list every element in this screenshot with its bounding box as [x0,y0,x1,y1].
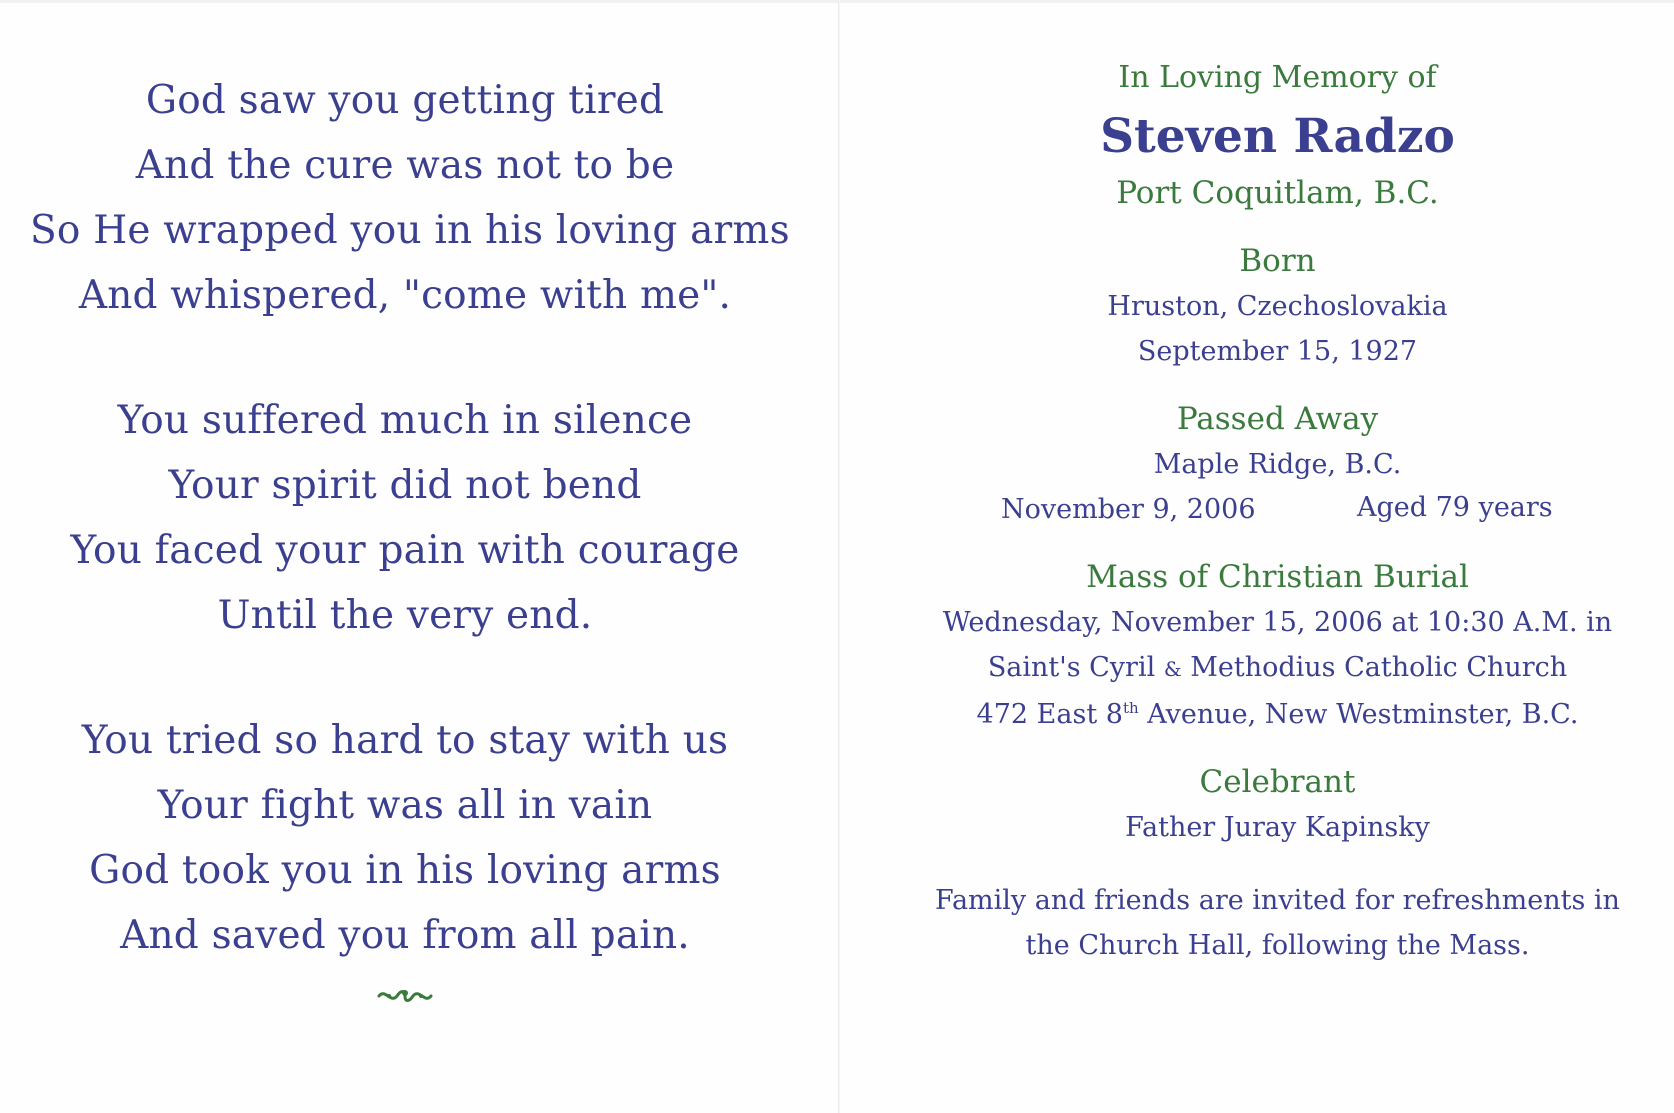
poem-line: God took you in his loving arms [89,848,721,893]
mass-datetime: Wednesday, November 15, 2006 at 10:30 A.M. in [942,607,1613,638]
address-part2: Avenue, New Westminster, B.C. [1138,699,1579,730]
flourish-ornament-icon [375,984,435,1008]
celebrant-name: Father Juray Kapinsky [1125,812,1430,843]
poem-line: Your fight was all in vain [157,783,653,828]
poem-line: And the cure was not to be [135,143,675,188]
poem-line: So He wrapped you in his loving arms [30,208,790,253]
poem-line: And saved you from all pain. [120,913,690,958]
poem-line: And whispered, "come with me". [78,273,732,318]
poem-stanza-1 [30,68,790,328]
death-date-row [905,487,1650,532]
closing-note [905,878,1650,968]
poem-line: God saw you getting tired [145,78,665,123]
details-panel [905,52,1650,968]
church-name-part2: Methodius Catholic Church [1190,652,1568,683]
deceased-name: Steven Radzo [1100,109,1455,164]
card-fold-line [838,0,840,1113]
poem-line: You suffered much in silence [117,398,693,443]
poem-line: Your spirit did not bend [168,463,642,508]
poem-panel [30,68,790,1008]
ampersand: & [1163,657,1182,681]
born-heading: Born [1239,243,1316,279]
poem-stanza-3 [30,708,780,968]
poem-line: You tried so hard to stay with us [81,718,729,763]
address-ordinal: th [1122,699,1139,717]
birth-place: Hruston, Czechoslovakia [1107,291,1448,322]
passed-away-heading: Passed Away [1176,401,1379,437]
church-name [905,645,1650,692]
birth-date: September 15, 1927 [1137,336,1418,367]
poem-line: Until the very end. [217,593,593,638]
closing-line-2: the Church Hall, following the Mass. [1025,930,1530,961]
closing-line-1: Family and friends are invited for refreshments in [935,885,1620,916]
poem-stanza-2 [30,388,780,648]
poem-line: You faced your pain with courage [70,528,740,573]
card-top-edge [0,0,1674,3]
church-name-part1: Saint's Cyril [987,652,1156,683]
age-at-death: Aged 79 years [1357,492,1553,523]
death-date: November 9, 2006 [1001,494,1256,525]
intro-heading: In Loving Memory of [1118,60,1437,95]
celebrant-heading: Celebrant [1199,764,1356,800]
address-part1: 472 East 8 [976,699,1123,730]
residence: Port Coquitlam, B.C. [1116,175,1439,211]
mass-heading: Mass of Christian Burial [1086,559,1469,595]
death-place: Maple Ridge, B.C. [1153,449,1402,480]
church-address [905,692,1650,737]
